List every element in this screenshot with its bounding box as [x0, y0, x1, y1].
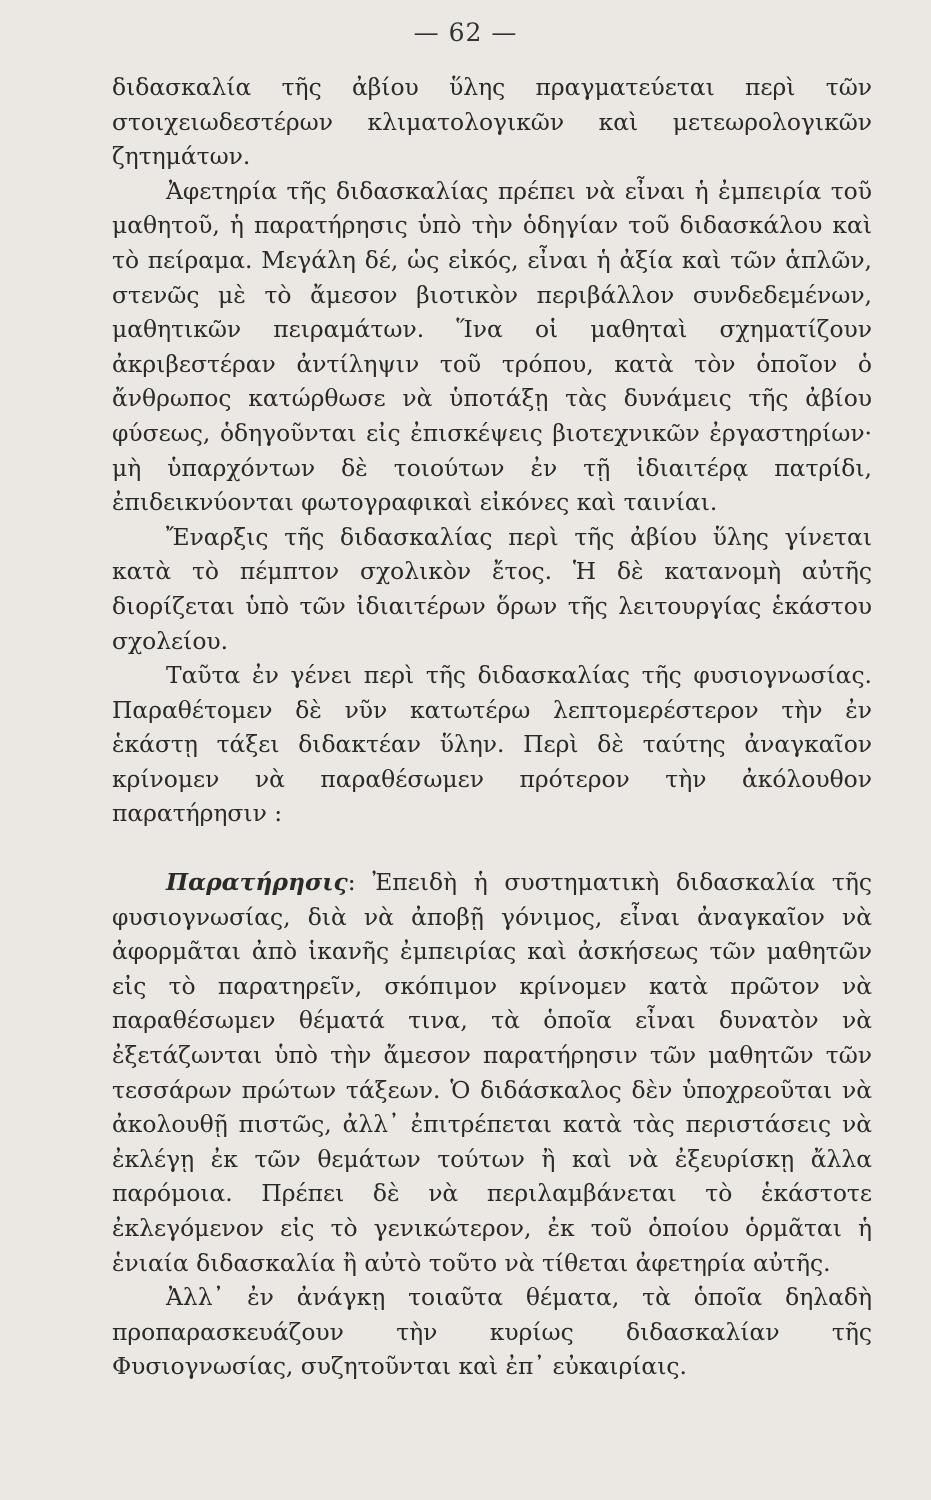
body-text	[112, 70, 872, 1384]
paragraph-2: Ἀφετηρία τῆς διδασκαλίας πρέπει νὰ εἶναι ἡ ἐμπειρία τοῦ μαθητοῦ, ἡ παρατήρησις ὑπὸ τὴν ὁδηγίαν τοῦ διδασκάλου καὶ τὸ πείραμα. Μεγάλη δέ, ὡς εἰκός, εἶναι ἡ ἀξία καὶ τῶν ἁπλῶν, στενῶς μὲ τὸ ἄμεσον βιοτικὸν περιβάλλον συνδεδεμένων, μαθητικῶν πειραμάτων. Ἵνα οἱ μαθηταὶ σχηματίζουν ἀκριβεστέραν ἀντίληψιν τοῦ τρόπου, κατὰ τὸν ὁποῖον ὁ ἄνθρωπος κατώρθωσε νὰ ὑποτάξῃ τὰς δυνάμεις τῆς ἀβίου φύσεως, ὁδηγοῦνται εἰς ἐπισκέψεις βιοτεχνικῶν ἐργαστηρίων· μὴ ὑπαρχόντων δὲ τοιούτων ἐν τῇ ἰδιαιτέρᾳ πατρίδι, ἐπιδεικνύονται φωτογραφικαὶ εἰκόνες καὶ ταινίαι.	[112, 176, 872, 517]
paragraph-4: Ταῦτα ἐν γένει περὶ τῆς διδασκαλίας τῆς φυσιογνωσίας. Παραθέτομεν δὲ νῦν κατωτέρω λεπτομερέστερον τὴν ἐν ἑκάστῃ τάξει διδακτέαν ὕλην. Περὶ δὲ ταύτης ἀναγκαῖον κρίνομεν νὰ παραθέσωμεν πρότερον τὴν ἀκόλουθον παρατήρησιν :	[112, 661, 872, 828]
note-label: Παρατήρησις	[166, 868, 348, 897]
note-text: : Ἐπειδὴ ἡ συστηματικὴ διδασκαλία τῆς φυσιογνωσίας, διὰ νὰ ἀποβῇ γόνιμος, εἶναι ἀναγκαῖον νὰ ἀφορμᾶται ἀπὸ ἱκανῆς ἐμπειρίας καὶ ἀσκήσεως τῶν μαθητῶν εἰς τὸ παρατηρεῖν, σκόπιμον κρίνομεν κατὰ πρῶτον νὰ παραθέσωμεν θέματά τινα, τὰ ὁποῖα εἶναι δυνατὸν νὰ ἐξετάζωνται ὑπὸ τὴν ἄμεσον παρατήρησιν τῶν μαθητῶν τῶν τεσσάρων πρώτων τάξεων. Ὁ διδάσκαλος δὲν ὑποχρεοῦται νὰ ἀκολουθῇ πιστῶς, ἀλλ᾽ ἐπιτρέπεται κατὰ τὰς περιστάσεις νὰ ἐκλέγῃ ἐκ τῶν θεμάτων τούτων ἢ καὶ νὰ ἐξευρίσκῃ ἄλλα παρόμοια. Πρέπει δὲ νὰ περιλαμβάνεται τὸ ἑκάστοτε ἐκλεγόμενον εἰς τὸ γενικώτερον, ἐκ τοῦ ὁποίου ὁρμᾶται ἡ ἑνιαία διδασκαλία ἢ αὐτὸ τοῦτο νὰ τίθεται ἀφετηρία αὐτῆς.	[112, 868, 872, 1277]
note-paragraph	[112, 865, 872, 1280]
page-number: — 62 —	[413, 18, 518, 47]
paragraph-3: Ἔναρξις τῆς διδασκαλίας περὶ τῆς ἀβίου ὕλης γίνεται κατὰ τὸ πέμπτον σχολικὸν ἔτος. Ἡ δὲ κατανομὴ αὐτῆς διορίζεται ὑπὸ τῶν ἰδιαιτέρων ὅρων τῆς λειτουργίας ἑκάστου σχολείου.	[112, 522, 872, 655]
paragraph-1: διδασκαλία τῆς ἀβίου ὕλης πραγματεύεται περὶ τῶν στοιχειωδεστέρων κλιματολογικῶν καὶ μετεωρολογικῶν ζητημάτων.	[112, 73, 872, 171]
final-paragraph: Ἀλλ᾽ ἐν ἀνάγκῃ τοιαῦτα θέματα, τὰ ὁποῖα δηλαδὴ προπαρασκευάζουν τὴν κυρίως διδασκαλίαν τῆς Φυσιογνωσίας, συζητοῦνται καὶ ἐπ᾽ εὐκαιρίαις.	[112, 1283, 872, 1381]
